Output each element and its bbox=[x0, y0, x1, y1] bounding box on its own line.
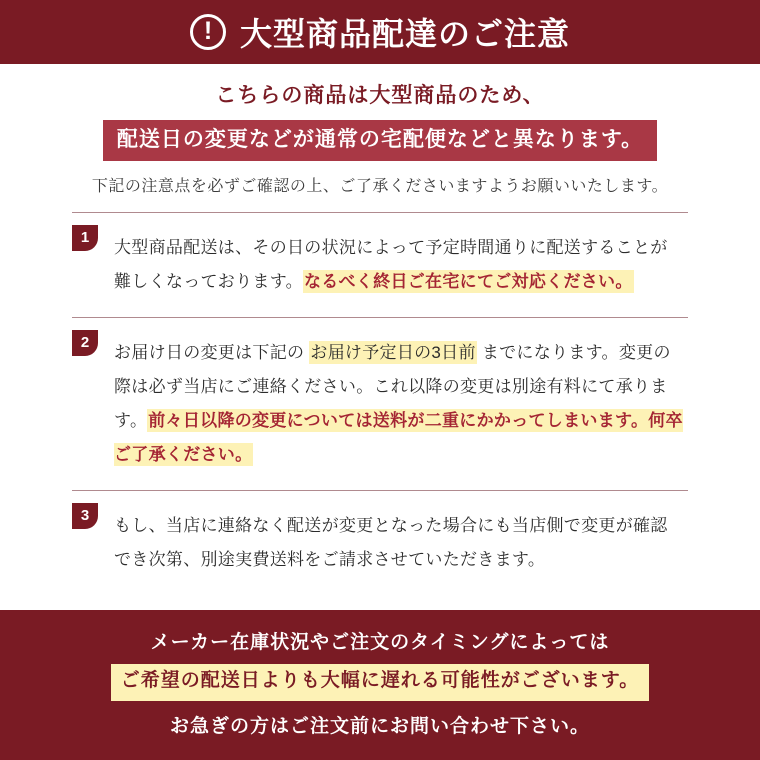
note-body bbox=[114, 336, 684, 472]
note-item-2 bbox=[72, 318, 688, 491]
notes-list bbox=[72, 212, 688, 595]
note-item-1 bbox=[72, 213, 688, 318]
note-segment-plain: もし、当店に連絡なく配送が変更となった場合にも当店側で変更が確認でき次第、別途実費送料をご請求させていただきます。 bbox=[114, 515, 668, 569]
note-segment-highlight: なるべく終日ご在宅にてご対応ください。 bbox=[303, 271, 633, 291]
intro-line-2-wrapper bbox=[0, 120, 760, 161]
footer-line-3: お急ぎの方はご注文前にお問い合わせ下さい。 bbox=[169, 716, 590, 737]
intro-line-1: こちらの商品は大型商品のため、 bbox=[215, 84, 545, 107]
intro-line-2: 配送日の変更などが通常の宅配便などと異なります。 bbox=[103, 120, 657, 161]
intro-block bbox=[0, 64, 760, 196]
intro-line-3: 下記の注意点を必ずご確認の上、ご了承くださいますようお願いいたします。 bbox=[91, 177, 669, 195]
page-header bbox=[0, 0, 760, 64]
note-number-badge: 1 bbox=[72, 225, 98, 251]
note-body bbox=[114, 231, 684, 299]
note-number-badge: 3 bbox=[72, 503, 98, 529]
note-segment-highlight: お届け予定日の3日前 bbox=[310, 342, 476, 362]
note-body bbox=[114, 509, 684, 577]
footer-line-2-wrapper bbox=[0, 664, 760, 701]
page-footer bbox=[0, 610, 760, 760]
note-segment-highlight: 前々日以降の変更については送料が二重にかかってしまいます。何卒ご了承ください。 bbox=[114, 410, 683, 464]
page-title: 大型商品配達のご注意 bbox=[239, 16, 570, 52]
note-item-3 bbox=[72, 491, 688, 595]
note-number-badge: 2 bbox=[72, 330, 98, 356]
exclamation-circle-icon: ! bbox=[190, 14, 226, 50]
footer-line-1: メーカー在庫状況やご注文のタイミングによっては bbox=[150, 632, 610, 654]
note-segment-plain: お届け日の変更は下記の bbox=[114, 342, 310, 362]
footer-line-2: ご希望の配送日よりも大幅に遅れる可能性がございます。 bbox=[111, 664, 649, 701]
note-segment-plain: までになります。変更の際は必ず当店にご連絡ください。これ以降の変更は別途有料にて承ります。 bbox=[114, 342, 671, 430]
note-segment-plain: 大型商品配送は、その日の状況によって予定時間通りに配送することが難しくなっております。 bbox=[114, 237, 668, 291]
